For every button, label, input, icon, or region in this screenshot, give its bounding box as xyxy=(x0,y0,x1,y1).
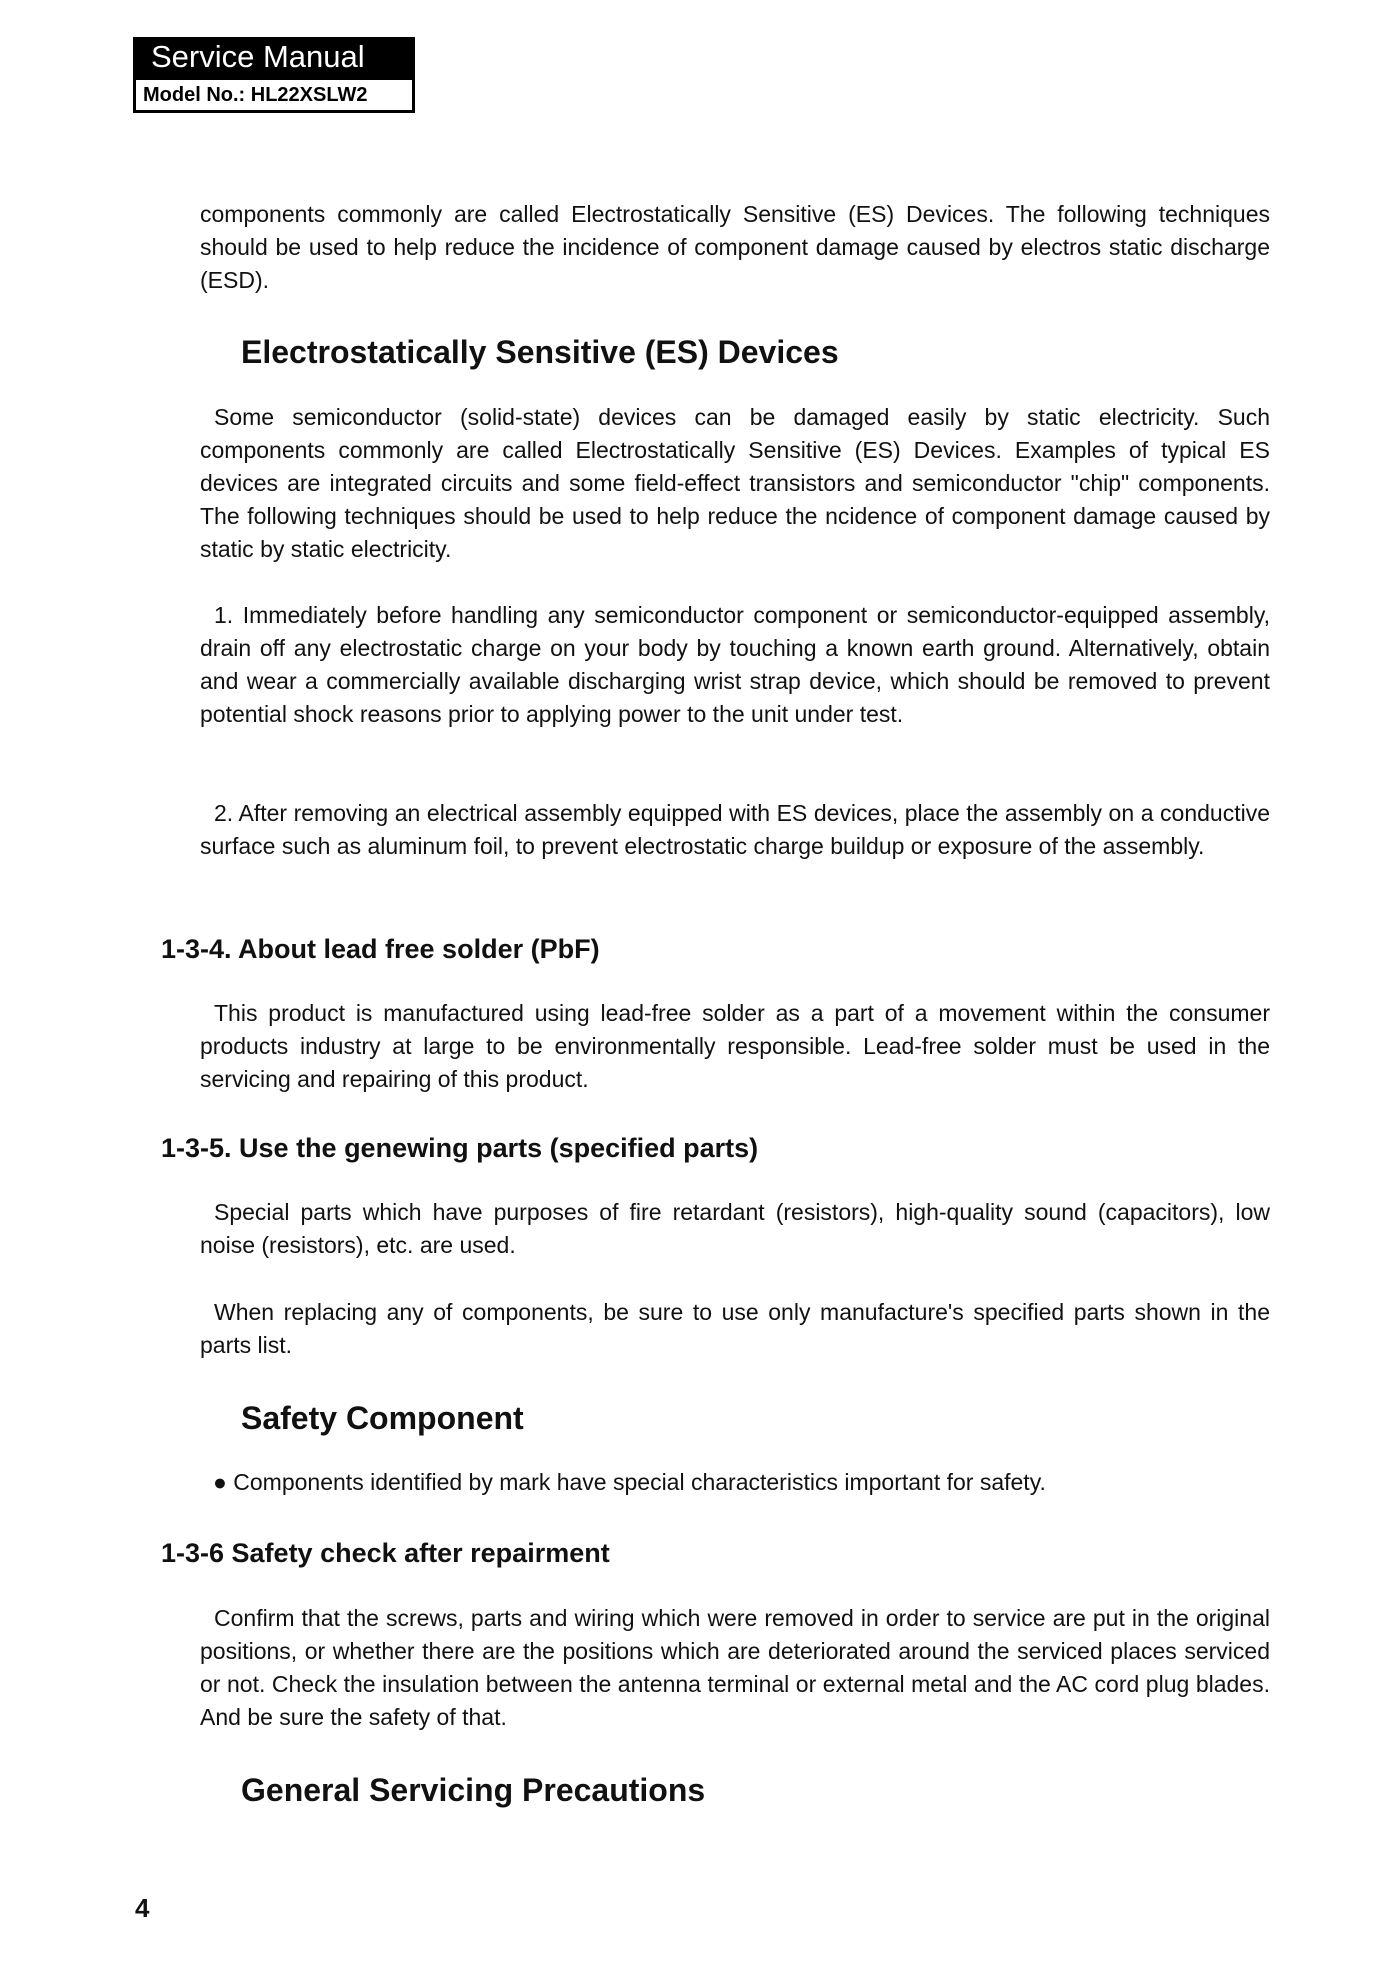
safety-check-heading: 1-3-6 Safety check after repairment xyxy=(161,1538,610,1568)
header-model-number: Model No.: HL22XSLW2 xyxy=(133,77,415,113)
es-devices-item-2: 2. After removing an electrical assembly equipped with ES devices, place the assembly on a conductive surface such as aluminum foil, to prevent electrostatic charge buildup or exposure of the assembly. xyxy=(200,800,1270,859)
safety-component-heading: Safety Component xyxy=(241,1400,524,1436)
es-devices-item-1: 1. Immediately before handling any semiconductor component or semiconductor-equipped assembly, drain off any electrostatic charge on your body by touching a known earth ground. Alternatively, obtain and wear a commercially available discharging wrist strap device, which should be removed to prevent potential shock reasons prior to applying power to the unit under test. xyxy=(200,602,1270,727)
genewing-parts-heading: 1-3-5. Use the genewing parts (specified parts) xyxy=(161,1133,759,1163)
es-devices-paragraph: Some semiconductor (solid-state) devices can be damaged easily by static electricity. Such components commonly are called Electrostatically Sensitive (ES) Devices. Examples of typical ES devices are integrated circuits and some field-effect transistors and semiconductor "chip" components. The following techniques should be used to help reduce the ncidence of component damage caused by static by static electricity. xyxy=(200,404,1270,562)
safety-component-bullet: ● Components identified by mark have special characteristics important for safety. xyxy=(213,1469,1046,1495)
header-title: Service Manual xyxy=(133,37,415,77)
es-devices-heading: Electrostatically Sensitive (ES) Devices xyxy=(241,334,839,370)
genewing-parts-paragraph-2: When replacing any of components, be sure to use only manufacture's specified parts shown in the parts list. xyxy=(200,1299,1270,1358)
genewing-parts-paragraph-1: Special parts which have purposes of fire retardant (resistors), high-quality sound (capacitors), low noise (resistors), etc. are used. xyxy=(200,1199,1270,1258)
safety-check-paragraph: Confirm that the screws, parts and wiring which were removed in order to service are put in the original positions, or whether there are the positions which are deteriorated around the serviced places serviced or not. Check the insulation between the antenna terminal or external metal and the AC cord plug blades. And be sure the safety of that. xyxy=(200,1605,1270,1730)
page-number: 4 xyxy=(135,1893,150,1923)
intro-paragraph: components commonly are called Electrostatically Sensitive (ES) Devices. The following techniques should be used to help reduce the incidence of component damage caused by electros static discharge (ESD). xyxy=(200,201,1270,293)
manual-header xyxy=(133,37,415,113)
general-servicing-heading: General Servicing Precautions xyxy=(241,1772,706,1808)
lead-free-paragraph: This product is manufactured using lead-free solder as a part of a movement within the consumer products industry at large to be environmentally responsible. Lead-free solder must be used in the servicing and repairing of this product. xyxy=(200,1000,1270,1092)
lead-free-heading: 1-3-4. About lead free solder (PbF) xyxy=(161,934,600,964)
